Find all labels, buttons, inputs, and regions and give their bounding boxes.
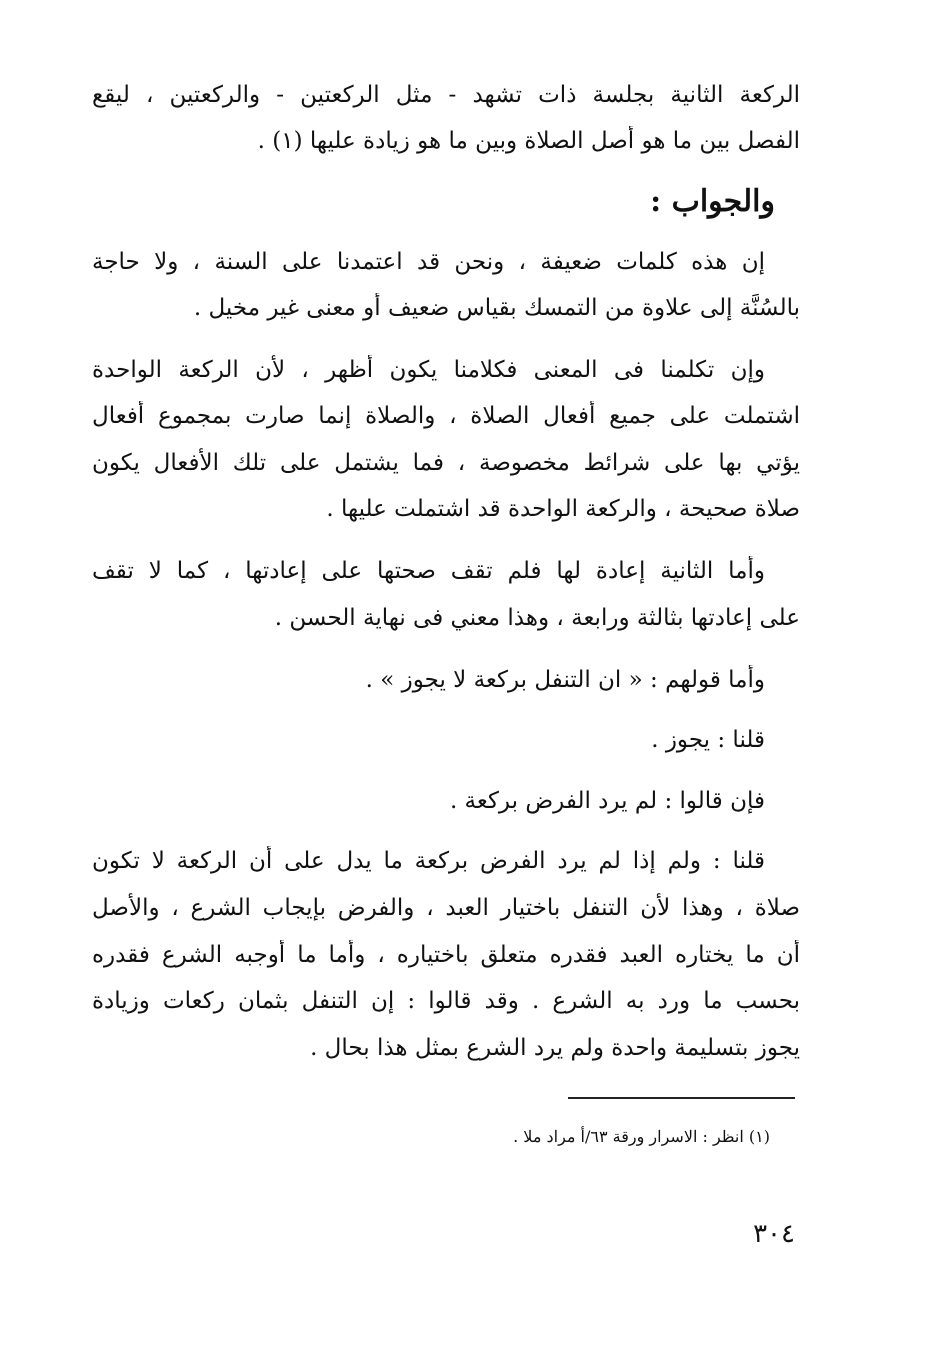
answer-heading: والجواب : <box>650 184 775 219</box>
paragraph-1-line-1: إن هذه كلمات ضعيفة ، ونحن قد اعتمدنا على السنة ، ولا حاجة <box>92 249 765 275</box>
line-5: قلنا : يجوز . <box>651 727 765 753</box>
paragraph-7-line-4: بحسب ما ورد به الشرع . وقد قالوا : إن التنفل بثمان ركعات وزيادة <box>92 988 800 1014</box>
paragraph-top-line-2: الفصل بين ما هو أصل الصلاة وبين ما هو زيادة عليها (١) . <box>257 128 800 154</box>
paragraph-3-line-1: وأما الثانية إعادة لها فلم تقف صحتها على إعادتها ، كما لا تقف <box>92 558 765 584</box>
paragraph-2-line-1: وإن تكلمنا فى المعنى فكلامنا يكون أظهر ، لأن الركعة الواحدة <box>92 357 765 383</box>
paragraph-7-line-2: صلاة ، وهذا لأن التنفل باختيار العبد ، والفرض بإيجاب الشرع ، والأصل <box>92 895 800 921</box>
paragraph-7-line-5: يجوز بتسليمة واحدة ولم يرد الشرع بمثل هذا بحال . <box>310 1035 800 1061</box>
paragraph-2-line-3: يؤتي بها على شرائط مخصوصة ، فما يشتمل على تلك الأفعال يكون <box>92 450 800 476</box>
line-6: فإن قالوا : لم يرد الفرض بركعة . <box>449 788 765 814</box>
paragraph-2-line-2: اشتملت على جميع أفعال الصلاة ، والصلاة إنما صارت بمجموع أفعال <box>92 403 800 429</box>
footnote: (١) انظر : الاسرار ورقة ٦٣/أ مراد ملا . <box>513 1127 770 1146</box>
paragraph-1-line-2: بالسُنَّة إلى علاوة من التمسك بقياس ضعيف أو معنى غير مخيل . <box>193 295 800 321</box>
line-4: وأما قولهم : « ان التنفل بركعة لا يجوز » . <box>365 667 765 693</box>
footnote-divider <box>568 1097 795 1099</box>
page-number: ٣٠٤ <box>753 1219 795 1249</box>
paragraph-7-line-3: أن ما يختاره العبد فقدره متعلق باختياره ، وأما ما أوجبه الشرع فقدره <box>92 942 800 968</box>
paragraph-top-line-1: الركعة الثانية بجلسة ذات تشهد - مثل الركعتين - والركعتين ، ليقع <box>92 82 800 108</box>
paragraph-7-line-1: قلنا : ولم إذا لم يرد الفرض بركعة ما يدل على أن الركعة لا تكون <box>92 848 765 874</box>
paragraph-3-line-2: على إعادتها بثالثة ورابعة ، وهذا معني فى نهاية الحسن . <box>274 605 800 631</box>
paragraph-2-line-4: صلاة صحيحة ، والركعة الواحدة قد اشتملت عليها . <box>326 496 800 522</box>
